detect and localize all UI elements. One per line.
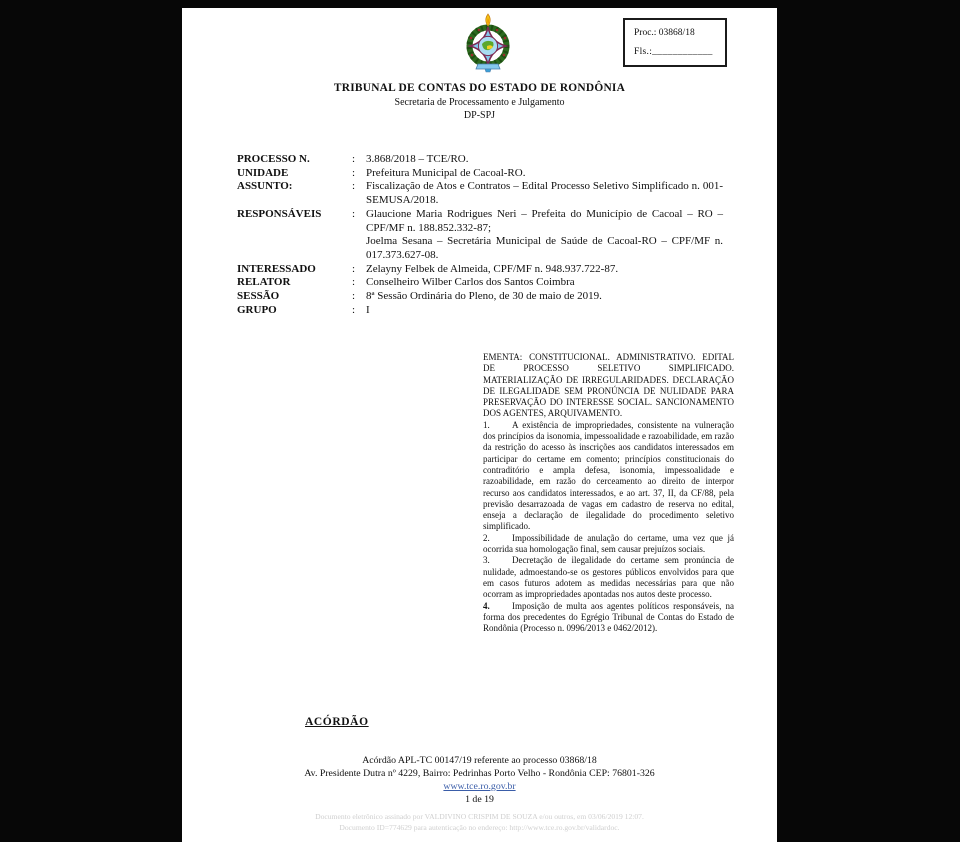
- ementa-item-number: 3.: [483, 555, 490, 566]
- footer-address: Av. Presidente Dutra nº 4229, Bairro: Pedrinhas Porto Velho - Rondônia CEP: 76801-326: [304, 767, 655, 779]
- process-number-box: [623, 18, 727, 67]
- field-value-sessao: 8ª Sessão Ordinária do Pleno, de 30 de maio de 2019.: [366, 290, 602, 303]
- field-sep: :: [352, 166, 356, 179]
- field-value-grupo: I: [366, 303, 370, 316]
- ementa-item-text: Impossibilidade de anulação do certame, uma vez que já ocorrida sua homologação final, sem causar prejuízos sociais.: [483, 532, 734, 555]
- field-sep: :: [352, 262, 356, 275]
- field-label-processo: PROCESSO N.: [237, 153, 310, 165]
- field-value-assunto: Fiscalização de Atos e Contratos – Edital Processo Seletivo Simplificado n. 001-SEMUSA/2018.: [366, 180, 723, 207]
- ementa-item-number: 1.: [483, 419, 490, 430]
- field-value-interessado: Zelayny Felbek de Almeida, CPF/MF n. 948.937.722-87.: [366, 262, 619, 275]
- document-header: [182, 82, 777, 121]
- field-value-responsaveis: [366, 208, 723, 263]
- field-label-interessado: INTERESSADO: [237, 262, 316, 275]
- acordao-heading: ACÓRDÃO: [305, 716, 369, 728]
- ementa-item-text: Imposição de multa aos agentes políticos responsáveis, na forma dos precedentes do Egrégio Tribunal de Contas do Estado de Rondônia (Processo n. 0996/2013 e 0462/2012).: [483, 600, 734, 634]
- signature-line-2: Documento ID=774629 para autenticação no endereço: http://www.tce.ro.gov.br/validardoc.: [339, 822, 620, 832]
- org-department: Secretaria de Processamento e Julgamento: [394, 96, 565, 108]
- ementa-block: [483, 352, 734, 634]
- signature-line-1: Documento eletrônico assinado por VALDIVINO CRISPIM DE SOUZA e/ou outros, em 03/06/2019 12:07.: [315, 812, 644, 821]
- field-value-unidade: Prefeitura Municipal de Cacoal-RO.: [366, 166, 526, 179]
- org-title: TRIBUNAL DE CONTAS DO ESTADO DE RONDÔNIA: [333, 82, 626, 94]
- proc-number: Proc.: 03868/18: [634, 28, 695, 38]
- digital-signature-strip: [182, 812, 777, 834]
- document-page: [182, 8, 777, 842]
- field-label-responsaveis: RESPONSÁVEIS: [237, 207, 322, 220]
- field-label-assunto: ASSUNTO:: [237, 180, 293, 193]
- process-fields: [237, 153, 723, 317]
- fls-field: Fls.:____________: [634, 47, 713, 57]
- ementa-item-4: [483, 601, 734, 635]
- footer-page-number: 1 de 19: [465, 793, 494, 805]
- field-value-processo: 3.868/2018 – TCE/RO.: [366, 153, 469, 165]
- ementa-item-text: Decretação de ilegalidade do certame sem pronúncia de nulidade, admoestando-se os gestores públicos envolvidos para que em casos futuros adotem as medidas necessárias para que não ocorram as impropriedades apontadas nos autos deste processo.: [483, 555, 734, 600]
- footer-acordao-ref: Acórdão APL-TC 00147/19 referente ao processo 03868/18: [362, 755, 597, 766]
- ementa-item-text: A existência de impropriedades, consistente na vulneração dos princípios da isonomia, impessoalidade e razoabilidade, em razão da restrição do acesso às inscrições aos candidatos interessados em participar do certame em comento; princípios constitucionais do contraditório e ampla defesa, isonomia, impessoalidade e razoabilidade, em razão do cerceamento ao direito de interpor recurso aos candidatos interessados, e ao art. 37, II, da CF/88, pela previsão desarrazoada de vagas em cadastro de reserva no edital, enseja a declaração de ilegalidade do procedimento seletivo simplificado.: [483, 419, 734, 532]
- org-division: DP-SPJ: [463, 110, 496, 121]
- ementa-item-2: [483, 533, 734, 556]
- footer-website-link[interactable]: www.tce.ro.gov.br: [443, 780, 516, 792]
- field-sep: :: [352, 290, 356, 303]
- ementa-item-1: [483, 420, 734, 533]
- field-label-relator: RELATOR: [237, 276, 291, 289]
- field-label-grupo: GRUPO: [237, 303, 277, 316]
- field-value-relator: Conselheiro Wilber Carlos dos Santos Coimbra: [366, 276, 575, 289]
- responsavel-1: Glaucione Maria Rodrigues Neri – Prefeita do Município de Cacoal – RO – CPF/MF n. 188.852.332-87;: [366, 207, 723, 234]
- ementa-item-3: [483, 555, 734, 600]
- ementa-item-number: 2.: [483, 532, 490, 543]
- page-footer: [182, 755, 777, 807]
- field-sep: :: [352, 207, 356, 220]
- responsavel-2: Joelma Sesana – Secretária Municipal de Saúde de Cacoal-RO – CPF/MF n. 017.373.627-08.: [366, 235, 723, 261]
- field-sep: :: [352, 276, 356, 289]
- rondonia-coat-of-arms-icon: [460, 13, 516, 73]
- field-label-unidade: UNIDADE: [237, 166, 289, 179]
- ementa-heading: EMENTA: CONSTITUCIONAL. ADMINISTRATIVO. EDITAL DE PROCESSO SELETIVO SIMPLIFICADO. MATERIALIZAÇÃO DE IRREGULARIDADES. DECLARAÇÃO DE ILEGALIDADE SEM PRONÚNCIA DE NULIDADE PARA PRESERVAÇÃO DO INTERESSE SOCIAL. SANCIONAMENTO DOS AGENTES, ARQUIVAMENTO.: [483, 352, 734, 419]
- ementa-item-number: 4.: [483, 600, 490, 611]
- field-sep: :: [352, 303, 356, 316]
- field-label-sessao: SESSÃO: [237, 290, 280, 303]
- field-sep: :: [352, 153, 356, 165]
- field-sep: :: [352, 180, 356, 193]
